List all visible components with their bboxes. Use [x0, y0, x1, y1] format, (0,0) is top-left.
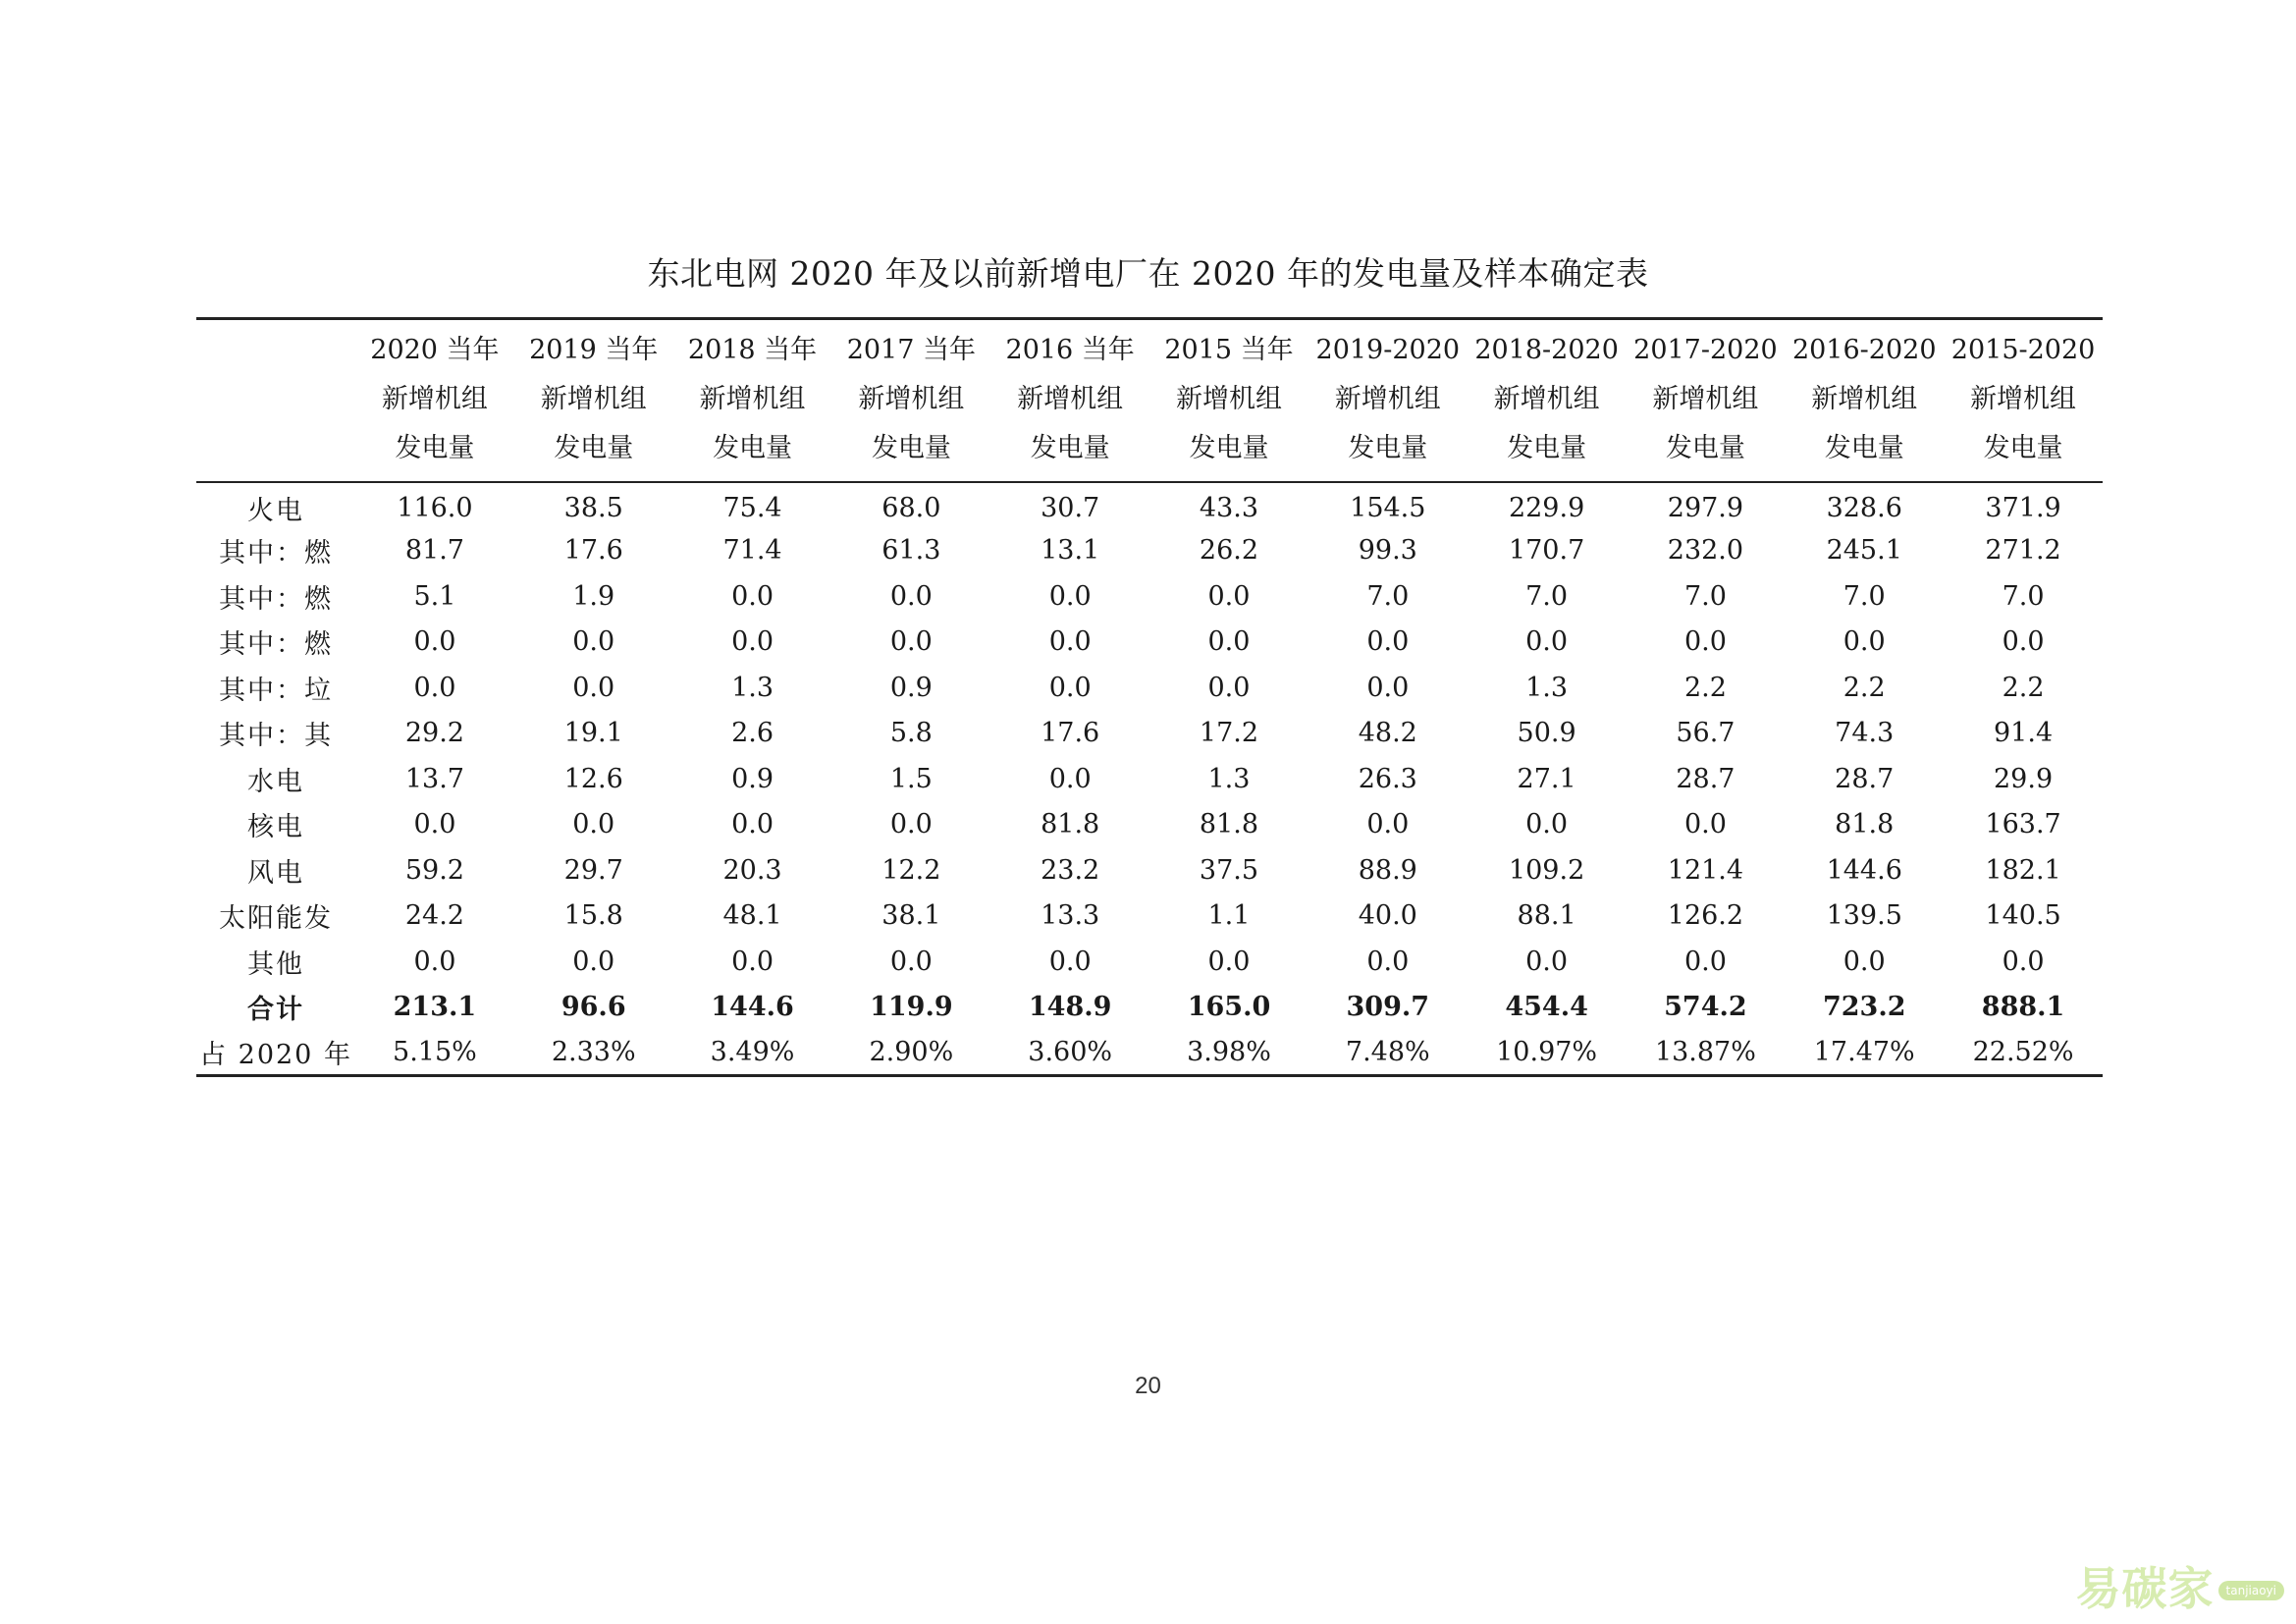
table-cell: 99.3 — [1358, 535, 1417, 567]
table-cell: 43.3 — [1199, 493, 1259, 524]
table-cell: 0.0 — [1048, 580, 1092, 612]
header-line: 新增机组 — [1493, 384, 1600, 414]
table-cell: 154.5 — [1350, 493, 1426, 524]
table-cell: 0.0 — [572, 626, 615, 658]
header-line: 新增机组 — [858, 384, 965, 414]
table-cell: 2.2 — [2002, 672, 2045, 703]
table-cell: 0.0 — [1683, 809, 1727, 840]
header-line: 新增机组 — [1017, 384, 1124, 414]
row-label: 太阳能发 — [219, 903, 333, 935]
header-cell — [1149, 319, 1308, 483]
table-cell: 139.5 — [1826, 900, 1902, 932]
header-line: 发电量 — [554, 433, 634, 463]
page-title: 东北电网 2020 年及以前新增电厂在 2020 年的发电量及样本确定表 — [647, 254, 1649, 293]
header-line: 发电量 — [1030, 433, 1110, 463]
table-cell: 0.0 — [1048, 672, 1092, 703]
table-cell: 0.0 — [1207, 580, 1251, 612]
row-label: 火电 — [247, 496, 304, 527]
generation-table — [196, 317, 2103, 1077]
table-cell: 29.2 — [404, 718, 464, 749]
table-cell: 0.0 — [1207, 626, 1251, 658]
table-row — [196, 847, 2103, 893]
table-cell: 3.49% — [673, 1030, 832, 1076]
table-cell: 1.5 — [889, 763, 933, 794]
header-line: 2019 当年 — [529, 335, 659, 365]
table-cell: 2.2 — [1683, 672, 1727, 703]
table-cell: 0.0 — [1207, 672, 1251, 703]
table-cell: 328.6 — [1826, 493, 1902, 524]
table-row — [196, 528, 2103, 574]
header-line: 2017 当年 — [846, 335, 976, 365]
header-line: 发电量 — [1348, 433, 1428, 463]
header-cell — [673, 319, 832, 483]
header-line: 2016-2020 — [1791, 335, 1937, 365]
table-cell: 0.0 — [1842, 626, 1886, 658]
header-line: 新增机组 — [1970, 384, 2077, 414]
table-cell: 371.9 — [1985, 493, 2061, 524]
row-label: 占 2020 年 — [196, 1030, 355, 1076]
table-cell: 888.1 — [1981, 992, 2065, 1023]
table-row — [196, 482, 2103, 528]
header-line: 新增机组 — [1175, 384, 1282, 414]
table-cell: 71.4 — [722, 535, 782, 567]
table-cell: 0.0 — [889, 809, 933, 840]
table-cell: 0.0 — [1048, 763, 1092, 794]
header-line: 2015-2020 — [1950, 335, 2096, 365]
table-row — [196, 939, 2103, 985]
table-cell: 30.7 — [1041, 493, 1100, 524]
table-cell: 17.2 — [1199, 718, 1259, 749]
table-cell: 5.15% — [355, 1030, 514, 1076]
header-cell — [1308, 319, 1468, 483]
watermark-text: 易碳家 — [2075, 1562, 2215, 1615]
table-body — [196, 482, 2103, 1076]
table-cell: 48.2 — [1358, 718, 1417, 749]
page-number: 20 — [1135, 1373, 1161, 1399]
header-line: 发电量 — [1507, 433, 1587, 463]
table-cell: 0.0 — [413, 626, 456, 658]
table-cell: 3.60% — [990, 1030, 1149, 1076]
table-cell: 23.2 — [1041, 854, 1100, 886]
table-row — [196, 620, 2103, 666]
table-cell: 50.9 — [1517, 718, 1576, 749]
table-cell: 0.0 — [731, 580, 774, 612]
table-cell: 81.7 — [404, 535, 464, 567]
header-line: 发电量 — [871, 433, 951, 463]
table-cell: 26.3 — [1358, 763, 1417, 794]
table-cell: 29.7 — [563, 854, 623, 886]
table-cell: 13.1 — [1041, 535, 1100, 567]
table-cell: 0.0 — [1842, 946, 1886, 977]
table-cell: 213.1 — [393, 992, 477, 1023]
header-line: 发电量 — [1189, 433, 1269, 463]
table-cell: 19.1 — [563, 718, 623, 749]
table-cell: 0.0 — [1048, 626, 1092, 658]
table-cell: 0.9 — [731, 763, 774, 794]
table-cell: 0.0 — [731, 626, 774, 658]
watermark-badge: tanjiaoyi — [2218, 1581, 2284, 1600]
row-label: 核电 — [247, 812, 304, 843]
table-cell: 0.0 — [889, 580, 933, 612]
table-cell: 15.8 — [563, 900, 623, 932]
table-row — [196, 893, 2103, 940]
header-cell — [514, 319, 673, 483]
table-cell: 140.5 — [1985, 900, 2061, 932]
header-line: 新增机组 — [1334, 384, 1441, 414]
table-cell: 144.6 — [1826, 854, 1902, 886]
table-cell: 1.3 — [731, 672, 774, 703]
header-line: 发电量 — [1665, 433, 1745, 463]
table-cell: 0.0 — [731, 946, 774, 977]
header-line: 新增机组 — [699, 384, 806, 414]
table-cell: 7.48% — [1308, 1030, 1468, 1076]
table-cell: 0.0 — [2002, 626, 2045, 658]
header-cell — [990, 319, 1149, 483]
row-label: 其他 — [247, 948, 304, 980]
table-cell: 81.8 — [1199, 809, 1259, 840]
row-label: 其中：燃 — [219, 629, 333, 661]
header-cell-blank — [196, 319, 355, 483]
table-cell: 0.0 — [1525, 626, 1569, 658]
table-row — [196, 573, 2103, 620]
header-line: 发电量 — [395, 433, 475, 463]
table-cell: 22.52% — [1944, 1030, 2103, 1076]
table-cell: 5.1 — [413, 580, 456, 612]
row-label: 其中：其 — [219, 721, 333, 752]
table-cell: 0.0 — [1683, 626, 1727, 658]
table-cell: 91.4 — [1994, 718, 2054, 749]
table-cell: 126.2 — [1667, 900, 1744, 932]
table-cell: 26.2 — [1199, 535, 1259, 567]
header-line: 发电量 — [1983, 433, 2063, 463]
table-cell: 81.8 — [1835, 809, 1895, 840]
header-cell — [355, 319, 514, 483]
table-cell: 297.9 — [1667, 493, 1744, 524]
table-cell: 40.0 — [1358, 900, 1417, 932]
table-cell: 38.5 — [563, 493, 623, 524]
table-cell: 1.3 — [1525, 672, 1569, 703]
table-cell: 12.6 — [563, 763, 623, 794]
row-label: 合计 — [247, 995, 304, 1026]
table-cell: 0.0 — [413, 672, 456, 703]
watermark-logo — [2076, 1553, 2284, 1618]
table-cell: 0.0 — [889, 626, 933, 658]
table-cell: 1.1 — [1207, 900, 1251, 932]
row-label: 其中：燃 — [219, 538, 333, 569]
table-cell: 24.2 — [404, 900, 464, 932]
table-cell: 245.1 — [1826, 535, 1902, 567]
header-line: 新增机组 — [540, 384, 647, 414]
table-cell: 3.98% — [1149, 1030, 1308, 1076]
header-line: 发电量 — [1824, 433, 1904, 463]
table-cell: 7.0 — [1366, 580, 1410, 612]
table-cell: 12.2 — [881, 854, 941, 886]
table-cell: 13.7 — [404, 763, 464, 794]
row-label: 其中：垃 — [219, 675, 333, 706]
table-cell: 27.1 — [1517, 763, 1576, 794]
table-row — [196, 711, 2103, 757]
table-cell: 17.6 — [1041, 718, 1100, 749]
table-cell: 0.0 — [1525, 946, 1569, 977]
table-cell: 29.9 — [1994, 763, 2054, 794]
table-cell: 0.0 — [1366, 946, 1410, 977]
table-cell: 109.2 — [1508, 854, 1585, 886]
table-cell: 81.8 — [1041, 809, 1100, 840]
table-cell: 48.1 — [722, 900, 782, 932]
header-cell — [1944, 319, 2103, 483]
row-label: 其中：燃 — [219, 583, 333, 615]
header-line: 2018-2020 — [1474, 335, 1619, 365]
table-cell: 96.6 — [561, 992, 626, 1023]
table-cell: 0.0 — [889, 946, 933, 977]
table-cell: 170.7 — [1508, 535, 1585, 567]
table-cell: 2.90% — [831, 1030, 990, 1076]
table-cell: 37.5 — [1199, 854, 1259, 886]
table-cell: 88.9 — [1358, 854, 1417, 886]
table-cell: 454.4 — [1505, 992, 1588, 1023]
table-cell: 0.0 — [731, 809, 774, 840]
table-cell: 56.7 — [1676, 718, 1735, 749]
header-line: 2018 当年 — [687, 335, 818, 365]
table-cell: 0.0 — [1366, 626, 1410, 658]
table-cell: 7.0 — [1683, 580, 1727, 612]
header-cell — [1627, 319, 1786, 483]
table-cell: 0.0 — [413, 809, 456, 840]
table-cell: 2.6 — [731, 718, 774, 749]
table-cell: 28.7 — [1835, 763, 1895, 794]
table-cell: 182.1 — [1985, 854, 2061, 886]
header-row — [196, 319, 2103, 483]
header-line: 新增机组 — [1811, 384, 1918, 414]
header-cell — [831, 319, 990, 483]
row-label: 水电 — [247, 766, 304, 797]
table-row — [196, 1030, 2103, 1076]
table-cell: 309.7 — [1346, 992, 1430, 1023]
table-cell: 17.47% — [1785, 1030, 1944, 1076]
table-cell: 0.0 — [1207, 946, 1251, 977]
table-cell: 1.3 — [1207, 763, 1251, 794]
table-cell: 0.0 — [1525, 809, 1569, 840]
table-row — [196, 802, 2103, 848]
header-line: 2015 当年 — [1164, 335, 1294, 365]
header-line: 发电量 — [713, 433, 793, 463]
table-cell: 75.4 — [722, 493, 782, 524]
table-cell: 0.0 — [1683, 946, 1727, 977]
table-cell: 163.7 — [1985, 809, 2061, 840]
table-cell: 165.0 — [1187, 992, 1271, 1023]
table-cell: 0.0 — [572, 672, 615, 703]
table-cell: 74.3 — [1835, 718, 1895, 749]
table-cell: 0.0 — [572, 809, 615, 840]
table-cell: 5.8 — [889, 718, 933, 749]
table-cell: 0.0 — [2002, 946, 2045, 977]
header-line: 2019-2020 — [1315, 335, 1461, 365]
table-cell: 7.0 — [1525, 580, 1569, 612]
table-cell: 7.0 — [2002, 580, 2045, 612]
table-row — [196, 756, 2103, 802]
table-cell: 144.6 — [711, 992, 794, 1023]
table-cell: 17.6 — [563, 535, 623, 567]
table-cell: 7.0 — [1842, 580, 1886, 612]
table-cell: 13.3 — [1041, 900, 1100, 932]
table-cell: 121.4 — [1667, 854, 1744, 886]
table-cell: 2.2 — [1842, 672, 1886, 703]
table-cell: 59.2 — [404, 854, 464, 886]
header-line: 新增机组 — [1652, 384, 1759, 414]
table-cell: 271.2 — [1985, 535, 2061, 567]
table-cell: 148.9 — [1028, 992, 1112, 1023]
header-line: 2020 当年 — [370, 335, 500, 365]
table-cell: 229.9 — [1508, 493, 1585, 524]
table-cell: 1.9 — [572, 580, 615, 612]
row-label: 风电 — [247, 857, 304, 889]
table-cell: 13.87% — [1627, 1030, 1786, 1076]
table-cell: 88.1 — [1517, 900, 1576, 932]
table-cell: 38.1 — [881, 900, 941, 932]
table-cell: 0.0 — [413, 946, 456, 977]
table-cell: 0.0 — [572, 946, 615, 977]
table-cell: 0.9 — [889, 672, 933, 703]
header-cell — [1468, 319, 1627, 483]
table-cell: 61.3 — [881, 535, 941, 567]
table-cell: 723.2 — [1822, 992, 1906, 1023]
table-cell: 0.0 — [1366, 809, 1410, 840]
table-cell: 119.9 — [870, 992, 953, 1023]
table-cell: 0.0 — [1366, 672, 1410, 703]
table-cell: 10.97% — [1468, 1030, 1627, 1076]
table-cell: 20.3 — [722, 854, 782, 886]
header-line: 2017-2020 — [1633, 335, 1778, 365]
table-cell: 0.0 — [1048, 946, 1092, 977]
header-cell — [1785, 319, 1944, 483]
table-cell: 68.0 — [881, 493, 941, 524]
table-cell: 116.0 — [397, 493, 473, 524]
header-line: 新增机组 — [381, 384, 488, 414]
table-cell: 2.33% — [514, 1030, 673, 1076]
table-cell: 574.2 — [1664, 992, 1747, 1023]
table-row — [196, 665, 2103, 711]
table-cell: 28.7 — [1676, 763, 1735, 794]
table-cell: 232.0 — [1667, 535, 1744, 567]
table-row — [196, 985, 2103, 1031]
header-line: 2016 当年 — [1005, 335, 1135, 365]
